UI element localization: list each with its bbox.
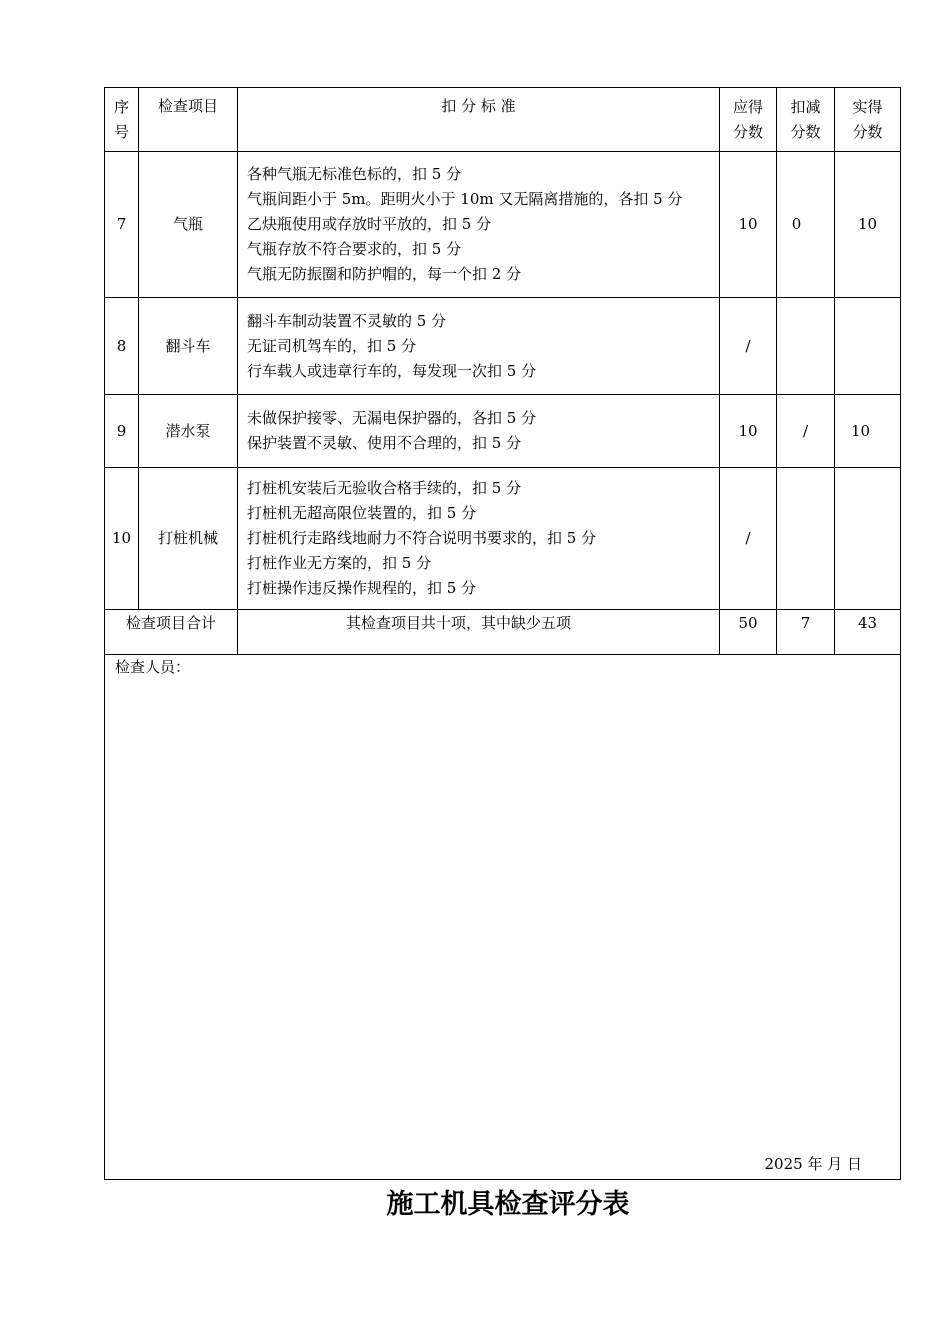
total-criteria: 其检查项目共十项，其中缺少五项 (238, 610, 720, 655)
header-criteria: 扣 分 标 准 (238, 88, 720, 152)
row-criteria: 翻斗车制动装置不灵敏的 5 分 无证司机驾车的，扣 5 分 行车载人或违章行车的，每发现一次扣 5 分 (238, 298, 720, 395)
row-due: / (720, 468, 777, 610)
row-criteria: 未做保护接零、无漏电保护器的，各扣 5 分 保护装置不灵敏、使用不合理的，扣 5 分 (238, 395, 720, 468)
row-actual (835, 298, 901, 395)
table-row (105, 395, 901, 468)
header-item: 检查项目 (139, 88, 238, 152)
table-row (105, 298, 901, 395)
row-actual: 10 (835, 152, 901, 298)
row-actual (835, 468, 901, 610)
header-actual: 实得 分数 (835, 88, 901, 152)
row-item: 潜水泵 (139, 395, 238, 468)
row-seq: 10 (105, 468, 139, 610)
row-deduct (777, 468, 835, 610)
total-deduct: 7 (777, 610, 835, 655)
row-seq: 9 (105, 395, 139, 468)
row-due: 10 (720, 152, 777, 298)
row-criteria: 打桩机安装后无验收合格手续的，扣 5 分 打桩机无超高限位装置的，扣 5 分 打桩机行走路线地耐力不符合说明书要求的，扣 5 分 打桩作业无方案的，扣 5 分 打桩操作违反操作规程的，扣 5 分 (238, 468, 720, 610)
row-item: 打桩机械 (139, 468, 238, 610)
row-item: 气瓶 (139, 152, 238, 298)
row-seq: 7 (105, 152, 139, 298)
page-title: 施工机具检查评分表 (386, 1189, 630, 1220)
signature-row (105, 655, 901, 1180)
total-label: 检查项目合计 (105, 610, 238, 655)
table-row (105, 468, 901, 610)
table-row (105, 152, 901, 298)
header-due: 应得 分数 (720, 88, 777, 152)
inspector-label: 检查人员： (115, 658, 191, 676)
signature-date: 2025 年 月 日 (764, 1155, 862, 1173)
total-due: 50 (720, 610, 777, 655)
row-deduct: / (777, 395, 835, 468)
signature-cell (105, 655, 901, 1180)
row-actual: 10 (835, 395, 901, 468)
header-deduct: 扣减 分数 (777, 88, 835, 152)
header-seq: 序 号 (105, 88, 139, 152)
total-actual: 43 (835, 610, 901, 655)
row-deduct: 0 (777, 152, 835, 298)
header-row (105, 88, 901, 152)
row-criteria: 各种气瓶无标准色标的，扣 5 分 气瓶间距小于 5m。距明火小于 10m 又无隔离措施的，各扣 5 分 乙炔瓶使用或存放时平放的，扣 5 分 气瓶存放不符合要求的，扣 5 分 气瓶无防振圈和防护帽的，每一个扣 2 分 (238, 152, 720, 298)
row-due: 10 (720, 395, 777, 468)
row-seq: 8 (105, 298, 139, 395)
row-deduct (777, 298, 835, 395)
row-item: 翻斗车 (139, 298, 238, 395)
total-row (105, 610, 901, 655)
score-table (104, 87, 901, 1180)
row-due: / (720, 298, 777, 395)
